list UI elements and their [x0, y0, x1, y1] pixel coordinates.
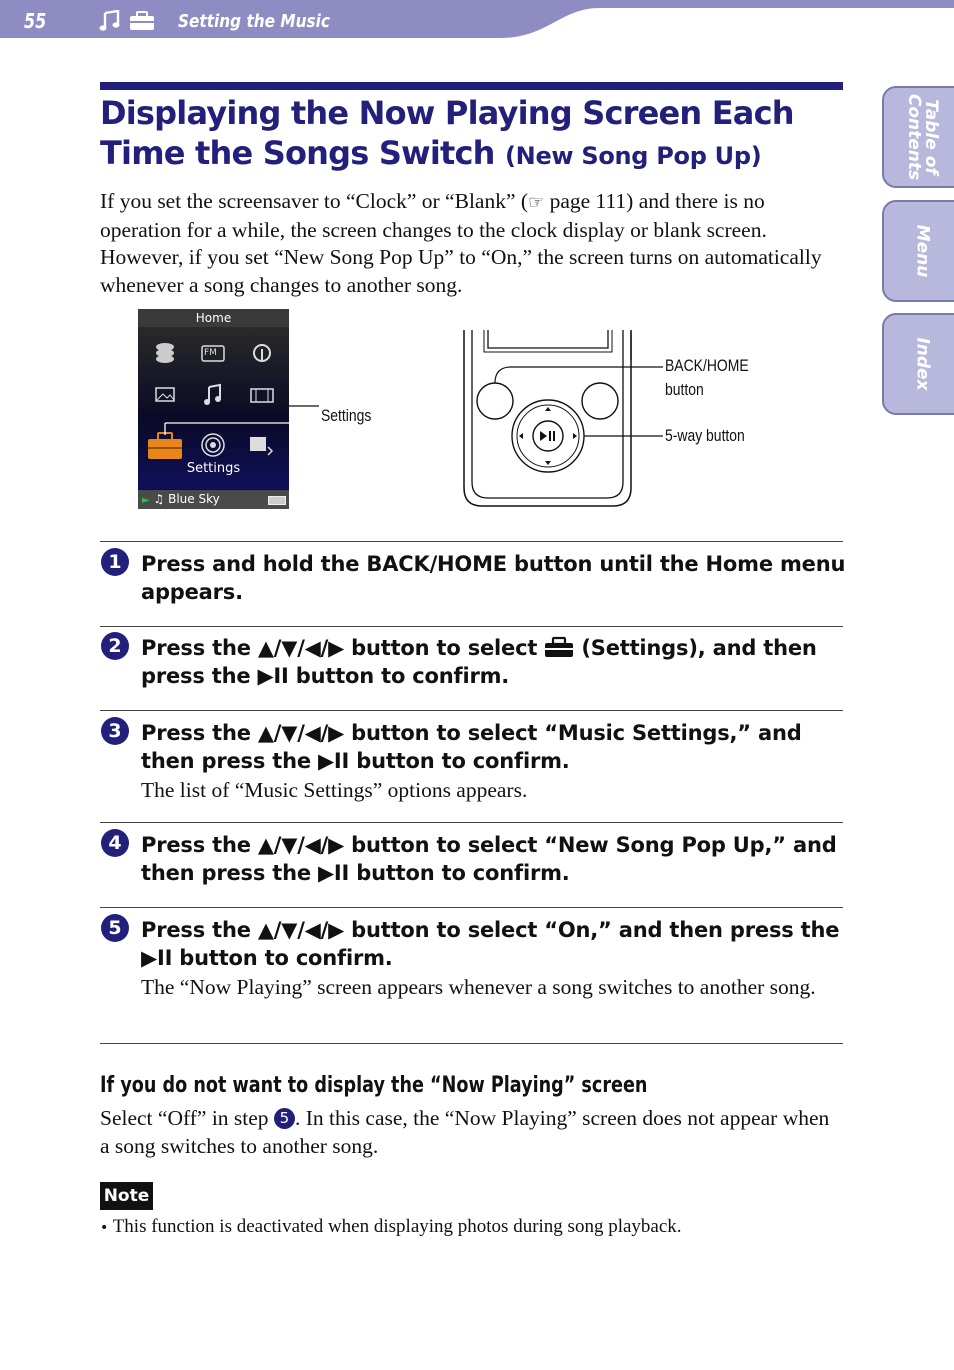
- tip-text: . In this case, the “Now Playing” screen does not appear when a song switches to another song.: [100, 1106, 830, 1158]
- title-sub: (New Song Pop Up): [504, 142, 762, 170]
- fm-label: FM: [204, 348, 217, 358]
- step-text-part: Press the ▲/▼/◀/▶ button to select: [141, 636, 545, 660]
- now-playing-icon: [250, 437, 272, 455]
- battery-icon: [268, 496, 286, 505]
- step-divider: [100, 710, 843, 711]
- step-5-note: The “Now Playing” screen appears whenever a song switches to another song.: [141, 975, 816, 999]
- intro-text: If you set the screensaver to “Clock” or “Blank” (: [100, 189, 529, 213]
- note-badge: Note: [100, 1182, 153, 1210]
- step-2-text: [141, 635, 846, 690]
- section-title: Setting the Music: [178, 11, 330, 32]
- music-icon: [204, 385, 221, 405]
- home-screen-title: Home: [138, 309, 289, 327]
- page-number: 55: [24, 9, 47, 33]
- step-divider: [100, 626, 843, 627]
- now-playing-title: ♫ Blue Sky: [153, 492, 220, 506]
- settings-toolbox-icon: [148, 433, 182, 459]
- step-3-text: Press the ▲/▼/◀/▶ button to select “Music Settings,” and then press the ▶II button to confirm.: [141, 721, 802, 773]
- tab-label: Index: [912, 337, 933, 391]
- note-item: [100, 1214, 860, 1241]
- player-device-diagram: [458, 330, 668, 512]
- step-number: 3: [101, 717, 129, 745]
- back-home-button: [477, 383, 513, 419]
- home-menu-screen: [138, 309, 289, 509]
- tab-label: Contents: [904, 93, 924, 181]
- step-divider: [100, 541, 843, 542]
- step-5-text: Press the ▲/▼/◀/▶ button to select “On,” and then press the ▶II button to confirm.: [141, 918, 840, 970]
- tip-paragraph: [100, 1105, 840, 1160]
- intro-text: page 111) and there is no operation for a while, the screen changes to the clock display or blank screen. However, if you set “New Song Pop Up” to “On,” the screen turns on automatically whenever a song changes to another song.: [100, 189, 822, 297]
- intelligent-shuffle-icon: [156, 343, 174, 363]
- play-indicator-icon: ►: [142, 495, 150, 506]
- option-button: [582, 383, 618, 419]
- settings-callout-line-ext: [289, 405, 319, 407]
- step-ref-badge: 5: [274, 1108, 295, 1129]
- bullet: •: [100, 1220, 109, 1236]
- tab-label: Menu: [912, 224, 933, 278]
- step-divider: [100, 822, 843, 823]
- step-4-text: Press the ▲/▼/◀/▶ button to select “New Song Pop Up,” and then press the ▶II button to confirm.: [141, 833, 837, 885]
- settings-toolbox-icon: [128, 10, 156, 32]
- tab-label: Table of: [921, 99, 941, 175]
- five-way-callout: 5-way button: [665, 426, 745, 445]
- tab-table-of-contents[interactable]: [882, 86, 954, 188]
- video-icon: [251, 389, 273, 402]
- music-note-icon: [98, 10, 122, 32]
- playlist-repeat-icon: [254, 345, 270, 361]
- tab-index[interactable]: [882, 313, 954, 415]
- callout-line: BACK/HOME: [665, 356, 749, 375]
- page-header: [0, 0, 954, 40]
- intro-paragraph: [100, 188, 840, 299]
- reference-hand-icon: ☞: [528, 192, 545, 213]
- callout-line: button: [665, 380, 704, 399]
- now-playing-bar: [138, 490, 289, 509]
- tip-heading: If you do not want to display the “Now Playing” screen: [100, 1073, 648, 1098]
- settings-toolbox-icon: [544, 636, 574, 658]
- step-number: 1: [101, 548, 129, 576]
- back-home-callout: [665, 354, 749, 402]
- selected-item-label: Settings: [186, 461, 241, 476]
- step-text-part: (Settings), and then press the ▶II button to confirm.: [141, 636, 817, 688]
- step-1-text: Press and hold the BACK/HOME button until the Home menu appears.: [141, 552, 846, 604]
- tip-text: Select “Off” in step: [100, 1106, 274, 1130]
- tab-menu[interactable]: [882, 200, 954, 302]
- title-main: Displaying the Now Playing Screen Each Time the Songs Switch: [100, 94, 794, 172]
- step-divider: [100, 907, 843, 908]
- note-text: This function is deactivated when displaying photos during song playback.: [112, 1216, 682, 1237]
- photo-icon: [156, 388, 174, 401]
- settings-callout: Settings: [321, 406, 372, 425]
- page-title: [100, 93, 860, 176]
- step-divider: [100, 1043, 843, 1044]
- step-number: 2: [101, 632, 129, 660]
- back-home-callout-line: [495, 367, 663, 383]
- step-number: 4: [101, 829, 129, 857]
- step-3-note: The list of “Music Settings” options appears.: [141, 778, 528, 802]
- step-number: 5: [101, 914, 129, 942]
- play-pause-button: [533, 421, 563, 451]
- podcast-icon: [202, 434, 224, 456]
- title-rule: [100, 82, 843, 90]
